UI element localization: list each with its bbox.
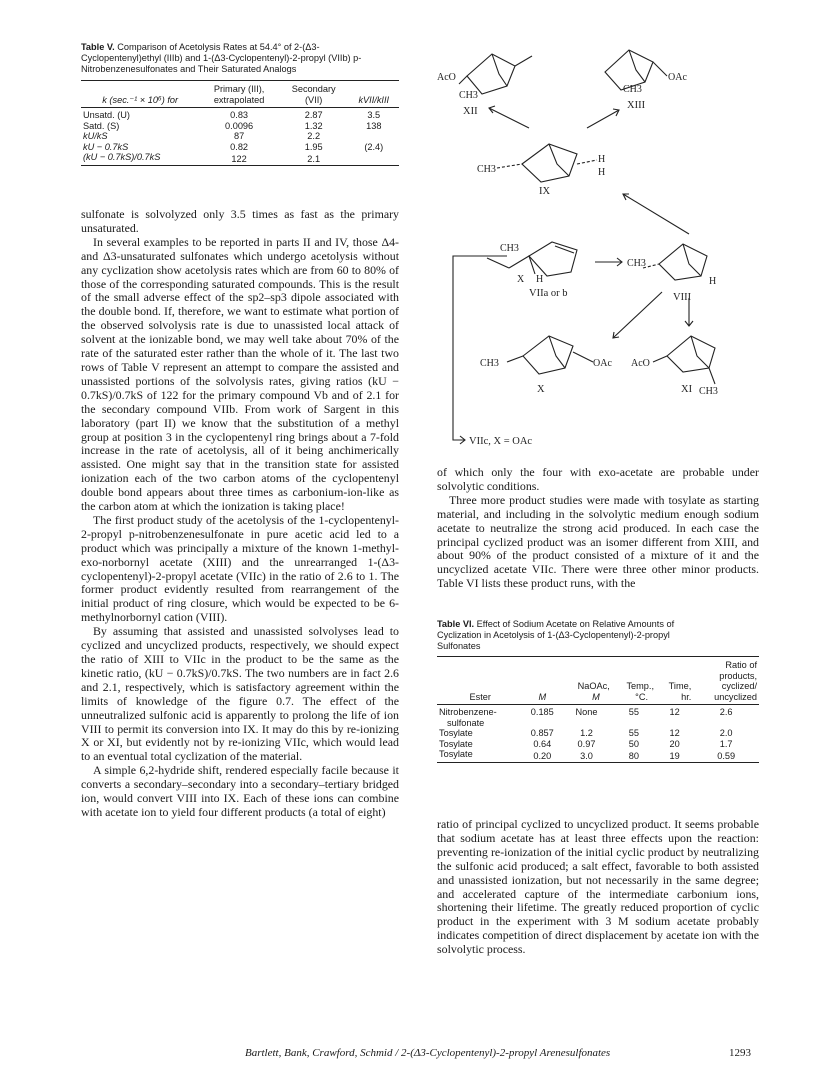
table6-cell: 19: [669, 751, 680, 761]
table6-head-temp-b: °C.: [635, 691, 649, 702]
left-body-text: [81, 208, 399, 820]
table-row: [81, 131, 399, 142]
label-AcO: AcO: [631, 358, 650, 369]
structure-XII: [459, 54, 532, 94]
table6-cell: 0.857: [530, 728, 554, 738]
table6: [437, 656, 759, 763]
table6-cell: 55: [628, 707, 640, 717]
label-CH3: CH3: [623, 84, 642, 95]
table6-cell: 0.185: [530, 707, 554, 717]
table5-cell: Satd. (S): [83, 120, 120, 131]
table5-caption-text: Comparison of Acetolysis Rates at 54.4° of 2-(Δ3-Cyclopentenyl)ethyl (IIIb) and 1-(Δ3-Cyclopentenyl)-2-propyl (VIIb) p-Nitrobenzenesulfonates and Their Saturated Analogs: [81, 42, 362, 74]
table5-cell: 2.2: [307, 131, 321, 141]
table6-cell: 80: [628, 751, 640, 761]
table6-head-ratio-c: cyclized/: [721, 681, 757, 691]
table6-caption-text: Effect of Sodium Acetate on Relative Amounts of Cyclization in Acetolysis of 1-(Δ3-Cyclopentenyl)-2-propyl Sulfonates: [437, 619, 675, 651]
table6-cell: 12: [669, 728, 680, 738]
label-VIIab: VIIa or b: [529, 288, 568, 299]
table6-head-ratio-a: Ratio of: [725, 660, 757, 670]
label-X: X: [517, 274, 525, 285]
table5-cell: 138: [366, 120, 382, 131]
table6-head-ester: Ester: [469, 691, 491, 702]
label-XI: XI: [681, 384, 693, 395]
table6-head-ratio-d: uncyclized: [714, 691, 757, 702]
label-H: H: [536, 274, 544, 285]
label-CH3: CH3: [627, 258, 646, 269]
arrow: [623, 194, 689, 234]
right-body-text-top: [437, 466, 759, 591]
right-body-text-bottom: [437, 818, 759, 957]
table5-caption-label: Table V.: [81, 42, 115, 52]
table6-cell: 2.6: [719, 707, 733, 717]
table-row: [437, 739, 759, 750]
table5-cell: [349, 152, 399, 165]
arrow: [587, 110, 619, 128]
label-OAc: OAc: [593, 358, 612, 369]
table5-caption: [81, 42, 399, 75]
running-title: Bartlett, Bank, Crawford, Schmid / 2-(Δ3-Cyclopentenyl)-2-propyl Arenesulfonates: [245, 1047, 611, 1059]
table6-cell: 3.0: [580, 751, 593, 761]
structure-IX: [497, 144, 597, 182]
table5-head-k: k (sec.⁻¹ × 10⁶) for: [102, 94, 179, 105]
paragraph: In several examples to be reported in parts II and IV, those Δ4- and Δ3-unsaturated sulfonates which undergo acetolysis without any cyclization show acetolysis rates which are from 60 to 80% of those of the corresponding saturated compounds. This is the result of the small adverse effect of the sp2–sp3 dipole associated with the double bond. If, therefore, we want to estimate what portion of the observed solvolysis rate is due to unassisted local attack of solvent at the ionizable bond, we may well take about 70% of the rate of the saturated ester rather than the whole of it. The last two rows of Table V represent an attempt to compare the assisted and unassisted portions of the solvolysis rates, giving ratios (kU − 0.7kS)/0.7kS of 122 for the primary compound Vb and of 2.1 for the secondary compound VIIb. From work of Sargent in this laboratory (part II) we know that the substitution of a methyl group at position 3 in the cyclopentenyl ring brings about a 7-fold increase in the rate of acetolysis, all of it being anchimerically assisted. One might say that in the transition state for assisted ionization each of the two carbon atoms of the cyclopentenyl double bond appears about three times as carbonium-ion-like as the carbon atom at which the ionization is taking place!: [81, 234, 399, 514]
label-VIIc: VIIc, X = OAc: [469, 436, 533, 447]
table6-cell: 12: [669, 707, 680, 717]
table-row: [81, 121, 399, 132]
paragraph: A simple 6,2-hydride shift, rendered especially facile because it converts a secondary–secondary into a secondary–tertiary bridged ion, would convert VIII into IX. Each of these ions can combine with acetate ion to yield four different products (a total of eight): [81, 763, 399, 819]
table5-head-secondary-a: Secondary: [291, 84, 336, 94]
table6-cell: Tosylate: [439, 728, 473, 738]
table5-cell: 1.95: [304, 141, 323, 152]
table-row: [81, 108, 399, 121]
label-H: H: [598, 167, 606, 178]
table5-cell: 1.32: [304, 120, 323, 131]
structure-XI: [653, 336, 715, 384]
label-H: H: [709, 276, 717, 287]
label-AcO: AcO: [437, 72, 456, 83]
table6-cell: 55: [628, 728, 640, 738]
table5-cell: (2.4): [364, 141, 384, 152]
table6-cell: 0.20: [533, 751, 552, 761]
paragraph: Three more product studies were made with tosylate as starting material, and including in the solvolytic medium enough sodium acetate to neutralize the strong acid produced. In each case the principal cyclized product was an isomer different from XIII, and about 90% of the product consisted of a mixture of it and the uncyclized acetate VIIc. There were three other minor products. Table VI lists these product runs, with the: [437, 492, 759, 591]
arrow: [453, 256, 507, 440]
table6-head-time-b: hr.: [681, 691, 692, 702]
paragraph: sulfonate is solvolyzed only 3.5 times as fast as the primary unsaturated.: [81, 207, 399, 235]
table6-cell: Tosylate: [439, 738, 473, 749]
table5-cell: Unsatd. (U): [83, 110, 130, 120]
table-row: [81, 142, 399, 153]
label-CH3: CH3: [699, 386, 718, 397]
label-VIII: VIII: [673, 292, 692, 303]
label-OAc: OAc: [668, 72, 687, 83]
label-CH3: CH3: [480, 358, 499, 369]
table6-cell: 1.2: [580, 728, 593, 738]
table6-cell: 20: [669, 738, 680, 749]
table6-cell: 0.59: [717, 751, 736, 761]
arrow: [613, 292, 662, 338]
table6-cell: 0.97: [577, 738, 596, 749]
table5-head-primary-a: Primary (III),: [213, 84, 265, 94]
table5-cell: 2.1: [307, 154, 321, 164]
table5: [81, 80, 399, 166]
table6-cell: 0.64: [533, 738, 552, 749]
table6-cell: Nitrobenzene-: [439, 707, 497, 717]
table5-cell: kU/kS: [83, 131, 108, 141]
table6-cell: 2.0: [719, 728, 733, 738]
table6-head-m: M: [538, 691, 547, 702]
label-CH3: CH3: [477, 164, 496, 175]
label-X-compound: X: [537, 384, 545, 395]
table-row: [437, 705, 759, 718]
table-row: [81, 152, 399, 165]
table5-cell: 0.83: [230, 110, 249, 120]
table5-cell: 87: [233, 131, 245, 141]
table5-head-secondary-b: (VII): [305, 94, 323, 105]
table5-cell: 0.0096: [225, 120, 254, 131]
table6-cell: 50: [628, 738, 640, 749]
table6-head-time-a: Time,: [668, 681, 692, 691]
table5-cell: [349, 131, 399, 142]
table5-cell: 122: [231, 154, 247, 164]
page-number: 1293: [729, 1047, 751, 1059]
reaction-scheme: [437, 36, 759, 456]
paragraph: of which only the four with exo-acetate are probable under solvolytic conditions.: [437, 465, 759, 493]
label-CH3: CH3: [500, 243, 519, 254]
table6-caption: [437, 619, 677, 652]
table6-caption-label: Table VI.: [437, 619, 475, 629]
table5-cell: (kU − 0.7kS)/0.7kS: [83, 152, 161, 162]
table5-cell: 3.5: [367, 110, 381, 120]
table6-cell: 1.7: [719, 738, 733, 749]
table5-cell: 2.87: [304, 110, 323, 120]
table6-head-ratio-b: products,: [719, 670, 757, 681]
table6-cell: Tosylate: [439, 749, 473, 759]
table-row: [437, 728, 759, 739]
table-row: [437, 749, 759, 762]
table6-cell: sulfonate: [447, 717, 485, 728]
label-IX: IX: [539, 186, 551, 197]
label-XII: XII: [463, 106, 478, 117]
structure-VIII: [643, 244, 707, 280]
arrow: [489, 108, 529, 128]
paragraph: The first product study of the acetolysis of the 1-cyclopentenyl-2-propyl p-nitrobenzenesulfonate in pure acetic acid led to a product which was principally a mixture of the known 1-methyl-exo-norbornyl acetate (XIII) and the unrearranged 1-(Δ3-cyclopentenyl)-2-propyl acetate (VIIc) in the ratio of 2.6 to 1. The former product evidently resulted from rearrangement of the initial product of ring closure, which would be expected to be 6-methylnorbornyl cation (VIII).: [81, 512, 399, 625]
table5-cell: 0.82: [230, 141, 249, 152]
label-XIII: XIII: [627, 100, 646, 111]
table6-head-temp-a: Temp.,: [626, 681, 655, 691]
label-CH3: CH3: [459, 90, 478, 101]
table6-head-naoac-a: NaOAc,: [577, 681, 610, 691]
label-H: H: [598, 154, 606, 165]
table6-head-naoac-b: M: [592, 691, 600, 702]
structure-X: [507, 336, 593, 374]
paragraph: ratio of principal cyclized to uncyclized product. It seems probable that sodium acetate has at least three effects upon the reaction: preventing re-ionization of the initial cyclic product by neutralizing the sulfonic acid produced; a salt effect, favorable to both assisted and unassisted ionization, but not necessarily in the same degree; and accelerated capture of the intermediate carbonium ions, shortening their lifetime. The greatly reduced proportion of cyclic product in the experiment with 3 M sodium acetate probably indicates competition of direct displacement by acetate ion with the solvolytic process.: [437, 817, 759, 957]
table5-cell: kU − 0.7kS: [83, 141, 129, 152]
paragraph: By assuming that assisted and unassisted solvolyses lead to cyclized and uncyclized products, respectively, we should expect the ratio of XIII to VIIc in the product to be the same as the kinetic ratio, (kU − 0.7kS)/0.7kS. The two numbers are in fact 2.6 and 2.1, respectively, which is satisfactory agreement within the limits of knowledge of the figure 0.7. The effect of the unneutralized sulfonic acid is apparently to prolong the life of ion VIII to permit its conversion into IX. It may do this by re-ionizing X or XI, but evidently not by re-ionizing VIIc, which would lead to an eventual total cyclization of the material.: [81, 624, 399, 764]
table-row: [437, 718, 759, 729]
table5-head-primary-b: extrapolated: [213, 94, 265, 105]
table5-head-ratio: kVII/kIII: [358, 94, 390, 105]
table6-cell: None: [575, 707, 598, 717]
